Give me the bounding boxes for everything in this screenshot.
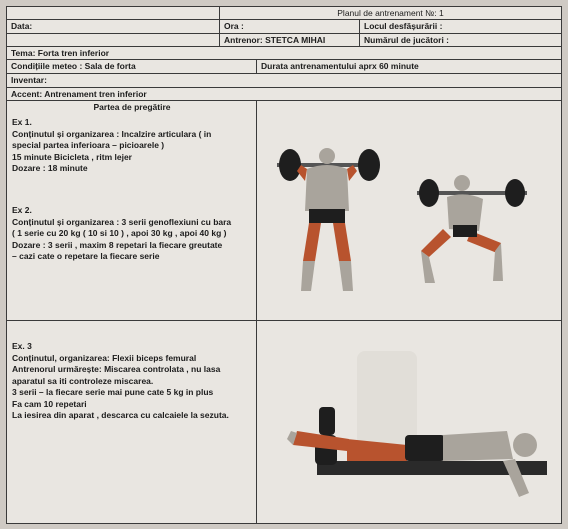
jucatori-label: Numărul de jucători : [364,35,450,45]
meteo-text: Condițiile meteo : Sala de forta [7,60,257,73]
ex2-line4: – cazi cate o repetare la fiecare serie [12,251,160,261]
exercise-2 [12,205,256,263]
meteo-row [7,60,561,74]
title-row [7,7,561,20]
squat-figure-standing [277,148,380,291]
inventar-text: Inventar: [11,75,47,85]
ora-label: Ora : [220,20,360,33]
ex3-line4: 3 serii – la fiecare serie mai pune cate 5 kg in plus [12,387,214,397]
leg-curl-illustration [257,321,561,523]
ex1-ex2-text-cell [7,101,257,321]
squat-illustration [257,101,561,319]
section-title: Partea de pregătire [93,102,171,112]
loc-label: Locul desfășurării : [364,21,443,31]
exercise-3 [12,341,256,422]
data-label: Data: [7,20,220,33]
exercise-1 [12,117,256,175]
ex2-line3: Dozare : 3 serii , maxim 8 repetari la fiecare greutate [12,239,223,250]
ex3-line6: La iesirea din aparat , descarca cu calcaiele la sezuta. [12,410,229,420]
ex1-line1: Conținutul și organizarea : Incalzire articulara ( in [12,128,212,139]
durata-text: Durata antrenamentului aprx 60 minute [261,61,419,71]
antrenor-row [7,34,561,47]
ex3-line5: Fa cam 10 repetari [12,398,87,409]
data-row [7,20,561,34]
ex2-heading: Ex 2. [12,205,32,215]
tema-text: Tema: Forta tren inferior [11,48,110,58]
ex3-line3: aparatul sa iti controleze miscarea. [12,375,154,386]
training-plan-sheet [6,6,562,524]
ex2-line2: ( 1 serie cu 20 kg ( 10 si 10 ) , apoi 30 kg , apoi 40 kg ) [12,228,227,238]
accent-text: Accent: Antrenament tren inferior [11,89,147,99]
title-left-blank [7,7,220,19]
ex2-line1: Conținutul și organizarea : 3 serii genoflexiuni cu bara [12,216,232,227]
tema-row [7,47,561,60]
ex3-heading: Ex. 3 [12,341,32,351]
ex1-line3: 15 minute Bicicleta , ritm lejer [12,151,132,162]
squat-illustration-cell [257,101,561,321]
ex1-line4: Dozare : 18 minute [12,163,88,173]
ex3-line1: Conținutul, organizarea: Flexii biceps femural [12,352,197,363]
ex3-text-cell [7,321,257,523]
leg-curl-illustration-cell [257,321,561,523]
plan-title: Planul de antrenament №: 1 [337,8,444,18]
accent-row [7,88,561,101]
inventar-row [7,74,561,88]
antrenor-label: Antrenor: STETCA MIHAI [220,34,360,46]
ex1-heading: Ex 1. [12,117,32,127]
ex3-line2: Antrenorul urmărește: Miscarea controlata , nu lasa [12,364,221,374]
ex1-line2: special partea inferioara – picioarele ) [12,140,165,150]
squat-figure-deep [417,175,527,283]
antrenor-left-blank [7,34,220,46]
